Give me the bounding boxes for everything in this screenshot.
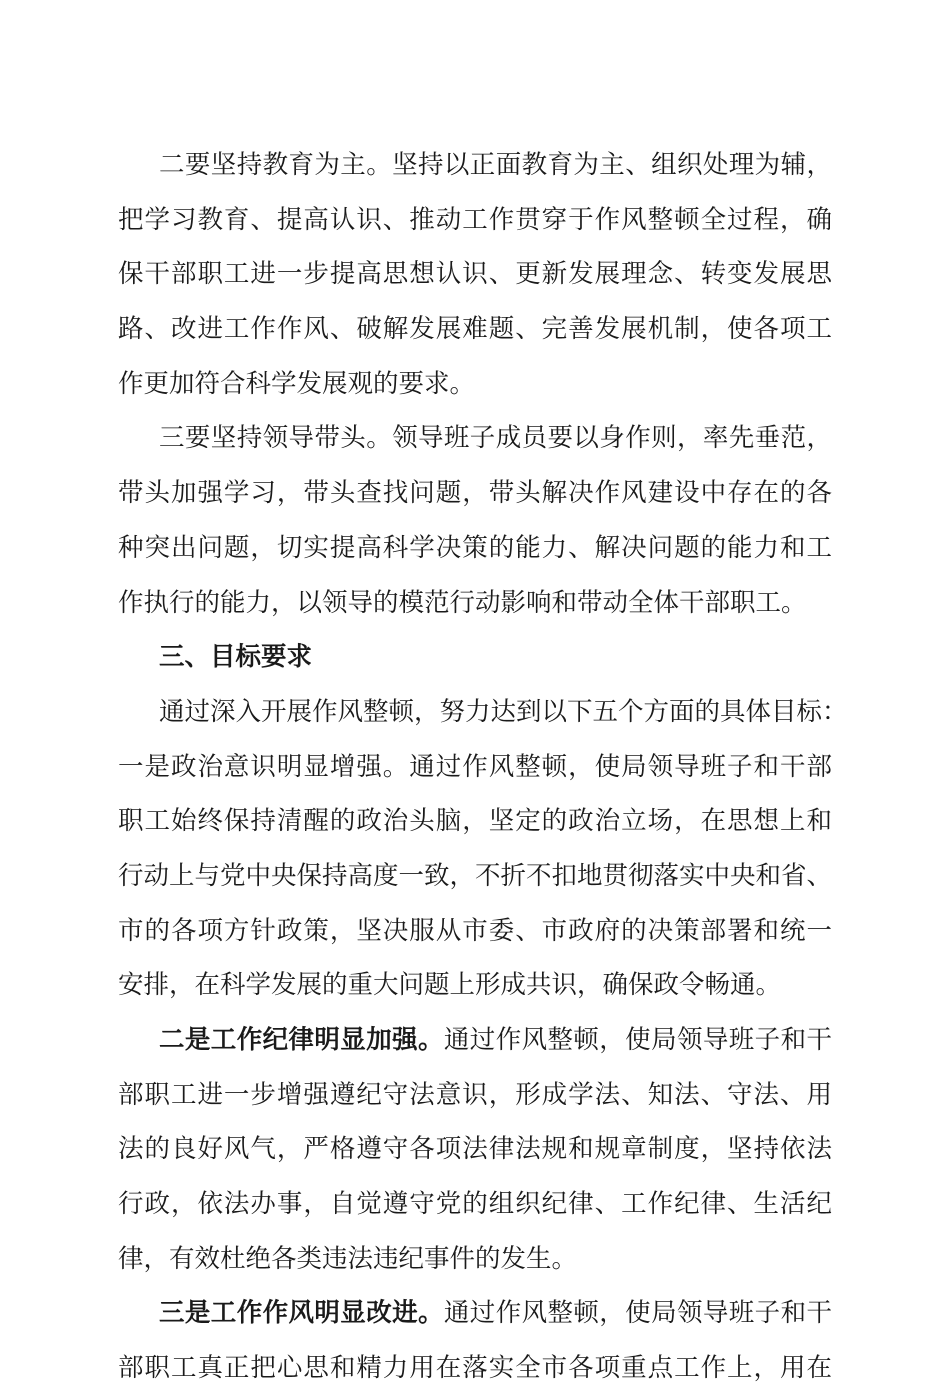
paragraph-lead: 三是工作作风明显改进。 [159,1298,444,1329]
section-heading: 三、目标要求 [159,642,313,673]
paragraph-line: 部职工真正把心思和精力用在落实全市各项重点工作上，用在 [118,1353,832,1384]
paragraph-line: 把学习教育、提高认识、推动工作贯穿于作风整顿全过程，确 [118,204,832,235]
paragraph-line: 二要坚持教育为主。坚持以正面教育为主、组织处理为辅， [159,150,832,180]
paragraph-line: 作更加符合科学发展观的要求。 [118,368,476,399]
paragraph-line: 安排，在科学发展的重大问题上形成共识，确保政令畅通。 [118,970,782,1001]
paragraph-line: 律，有效杜绝各类违法违纪事件的发生。 [118,1243,578,1274]
paragraph-lead: 二是工作纪律明显加强。 [159,1025,444,1055]
paragraph-line: 作执行的能力，以领导的模范行动影响和带动全体干部职工。 [118,587,807,618]
paragraph-line: 种突出问题，切实提高科学决策的能力、解决问题的能力和工 [118,532,832,563]
paragraph-line: 市的各项方针政策，坚决服从市委、市政府的决策部署和统一 [118,915,832,946]
paragraph-line: 带头加强学习，带头查找问题，带头解决作风建设中存在的各 [118,478,832,509]
paragraph-line: 保干部职工进一步提高思想认识、更新发展理念、转变发展思 [118,259,832,290]
paragraph-line [118,1013,832,1068]
paragraph-line [118,1286,832,1341]
paragraph-line: 一是政治意识明显增强。通过作风整顿，使局领导班子和干部 [118,751,832,782]
paragraph-line: 三要坚持领导带头。领导班子成员要以身作则，率先垂范， [159,423,832,454]
paragraph-line: 路、改进工作作风、破解发展难题、完善发展机制，使各项工 [118,314,832,345]
paragraph-line: 通过深入开展作风整顿，努力达到以下五个方面的具体目标： [159,696,848,727]
paragraph-line: 行政，依法办事，自觉遵守党的组织纪律、工作纪律、生活纪 [118,1189,832,1220]
paragraph-line: 法的良好风气，严格遵守各项法律法规和规章制度，坚持依法 [118,1134,832,1165]
paragraph-line: 行动上与党中央保持高度一致，不折不扣地贯彻落实中央和省、 [118,860,833,891]
paragraph-line: 部职工进一步增强遵纪守法意识，形成学法、知法、守法、用 [118,1079,832,1110]
paragraph-text: 通过作风整顿，使局领导班子和干 [443,1025,832,1055]
paragraph-line: 职工始终保持清醒的政治头脑，坚定的政治立场，在思想上和 [118,806,832,837]
paragraph-text: 通过作风整顿，使局领导班子和干 [443,1298,832,1329]
document-body [118,138,848,1396]
